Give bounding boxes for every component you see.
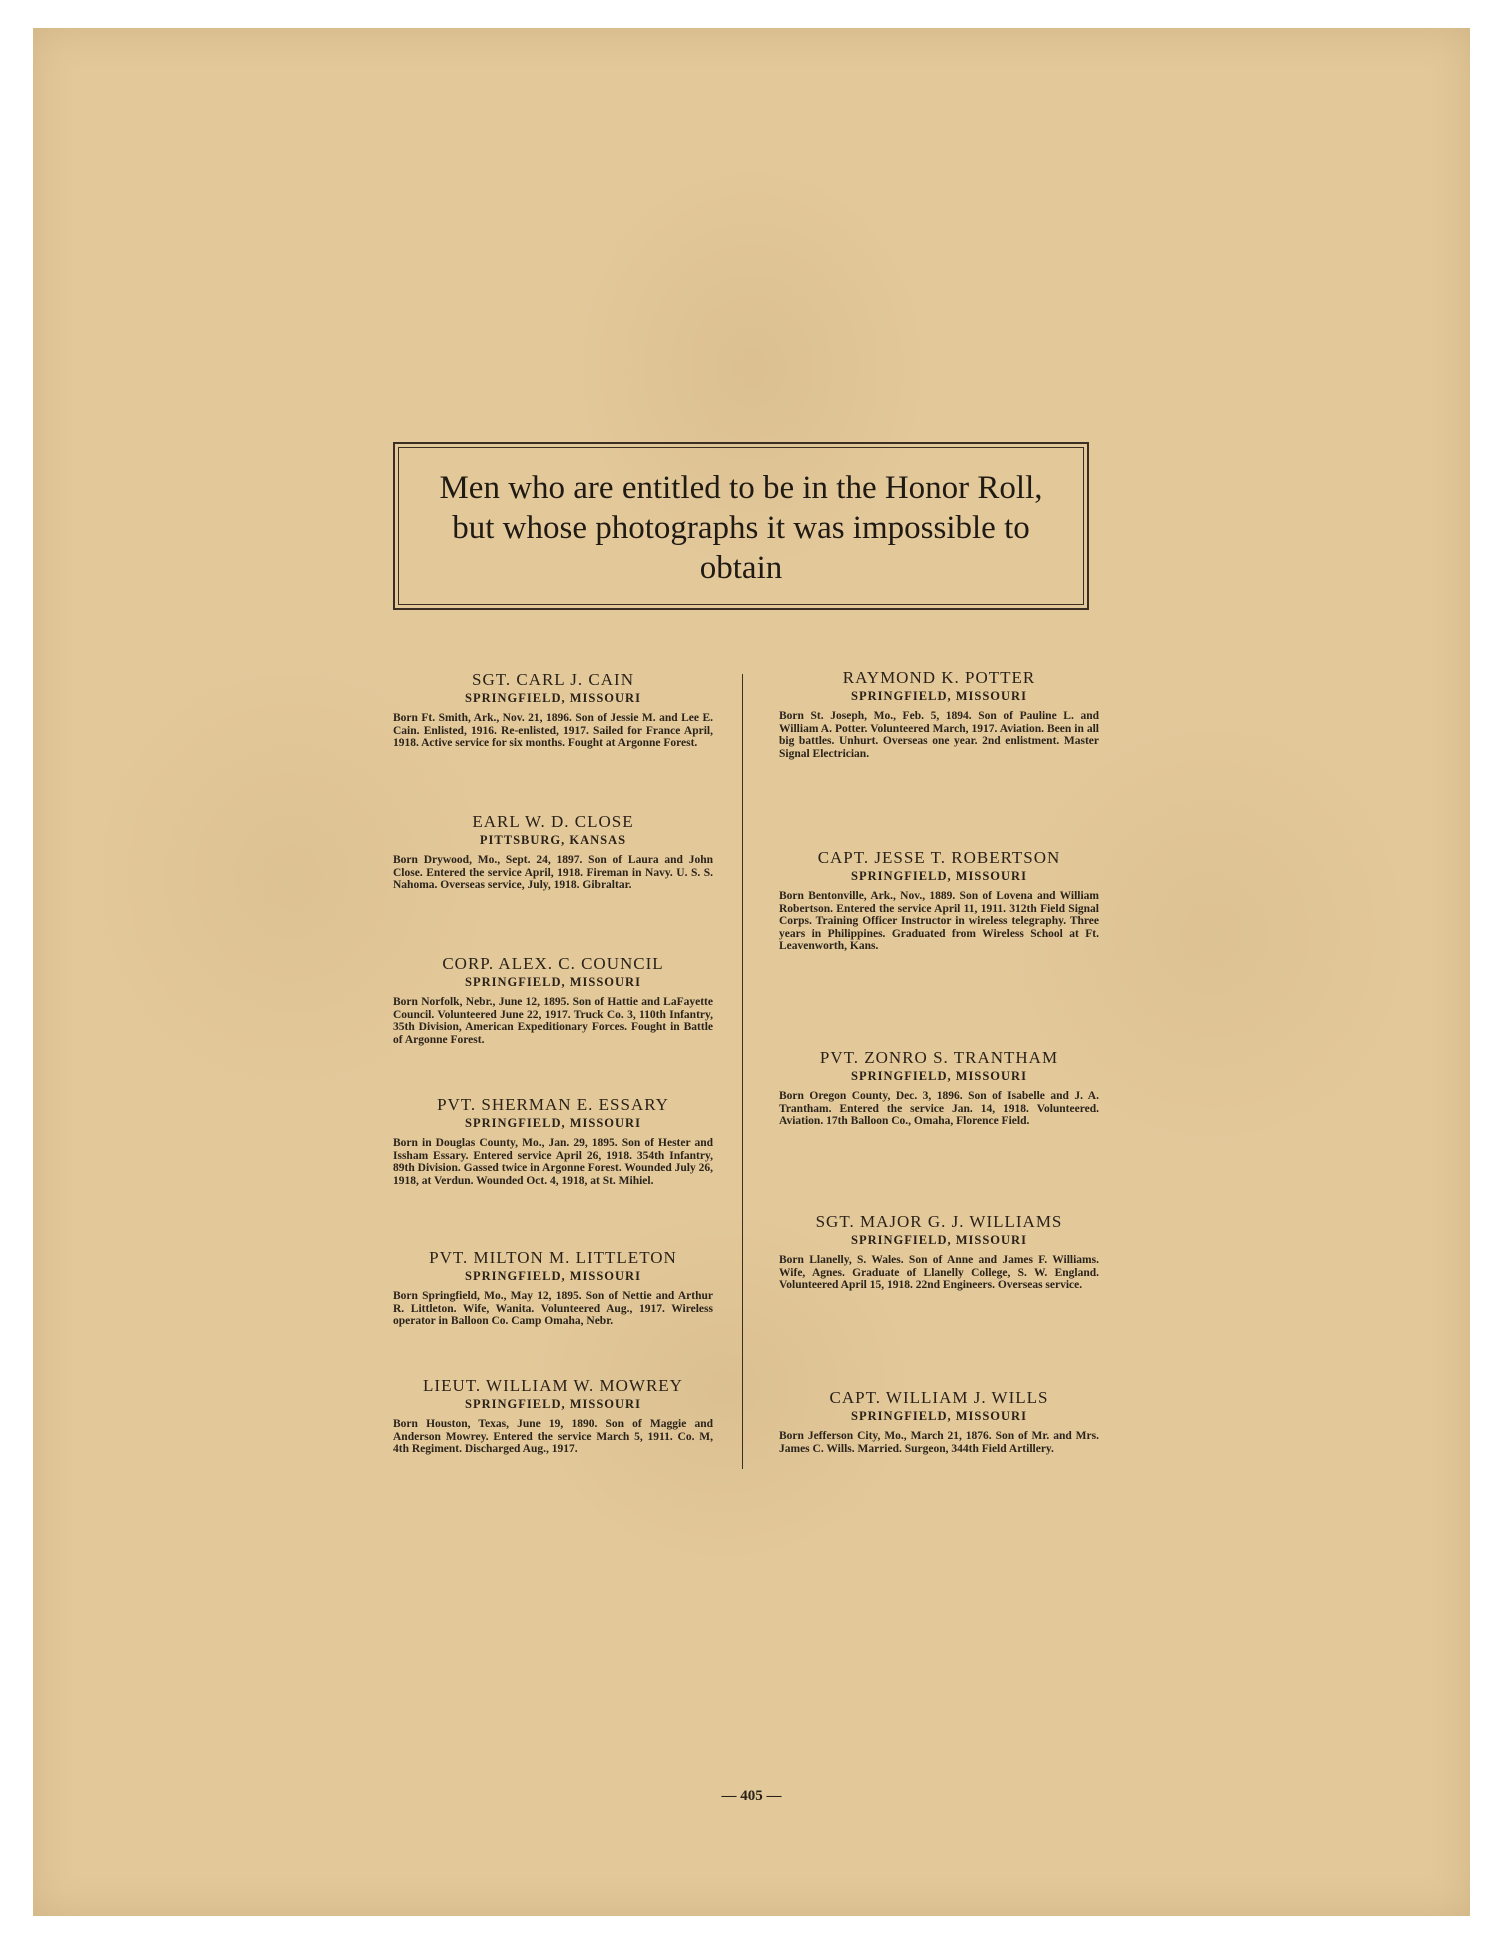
page-sheet [33,28,1470,1916]
entry-bio: Born in Douglas County, Mo., Jan. 29, 1895. Son of Hester and Issham Essary. Entered service April 26, 1918. 354th Infantry, 89th Division. Gassed twice in Argonne Forest. Wounded July 26, 1918, at Verdun. Wounded Oct. 4, 1918, at St. Mihiel. [393,1137,713,1187]
entry-name: SGT. MAJOR G. J. WILLIAMS [815,1212,1063,1231]
entry-city: SPRINGFIELD, MISSOURI [465,1116,641,1130]
entry-littleton [393,1248,713,1328]
entry-name: SGT. CARL J. CAIN [472,670,634,689]
entry-city: SPRINGFIELD, MISSOURI [465,1269,641,1283]
entry-city: SPRINGFIELD, MISSOURI [465,975,641,989]
entry-city: SPRINGFIELD, MISSOURI [851,869,1027,883]
entry-city: PITTSBURG, KANSAS [479,833,627,847]
entry-city: SPRINGFIELD, MISSOURI [851,1409,1027,1423]
entry-bio: Born Springfield, Mo., May 12, 1895. Son of Nettie and Arthur R. Littleton. Wife, Wanita. Volunteered Aug., 1917. Wireless operator in Balloon Co. Camp Omaha, Nebr. [393,1290,713,1327]
entry-close [393,812,713,892]
entry-williams [779,1212,1099,1292]
entry-bio: Born Llanelly, S. Wales. Son of Anne and James F. Williams. Wife, Agnes. Graduate of Llanelly College, S. W. England. Volunteered April 15, 1918. 22nd Engineers. Overseas service. [779,1254,1099,1291]
entry-city: SPRINGFIELD, MISSOURI [851,1069,1027,1083]
entry-name: CAPT. JESSE T. ROBERTSON [817,848,1061,867]
entry-city: SPRINGFIELD, MISSOURI [851,689,1027,703]
entry-name: PVT. SHERMAN E. ESSARY [437,1095,669,1114]
entry-bio: Born St. Joseph, Mo., Feb. 5, 1894. Son of Pauline L. and William A. Potter. Volunteered March, 1917. Aviation. Been in all big battles. Unhurt. Overseas one year. 2nd enlistment. Master Signal Electrician. [779,710,1099,760]
entry-city: SPRINGFIELD, MISSOURI [465,1397,641,1411]
entry-name: CAPT. WILLIAM J. WILLS [829,1388,1049,1407]
entry-city: SPRINGFIELD, MISSOURI [851,1233,1027,1247]
entry-bio: Born Bentonville, Ark., Nov., 1889. Son of Lovena and William Robertson. Entered the service April 11, 1911. 312th Field Signal Corps. Training Officer Instructor in wireless telegraphy. Three years in Philippines. Graduated from Wireless School at Ft. Leavenworth, Kans. [779,890,1099,952]
entry-council [393,954,713,1046]
entry-name: EARL W. D. CLOSE [472,812,634,831]
entry-bio: Born Drywood, Mo., Sept. 24, 1897. Son of Laura and John Close. Entered the service April, 1918. Fireman in Navy. U. S. S. Nahoma. Overseas service, July, 1918. Gibraltar. [393,854,713,891]
entry-essary [393,1095,713,1187]
entry-mowrey [393,1376,713,1456]
column-divider [742,674,743,1469]
entry-city: SPRINGFIELD, MISSOURI [465,691,641,705]
entry-wills [779,1388,1099,1455]
entry-robertson [779,848,1099,953]
entry-name: PVT. MILTON M. LITTLETON [429,1248,677,1267]
entry-bio: Born Norfolk, Nebr., June 12, 1895. Son of Hattie and LaFayette Council. Volunteered June 22, 1917. Truck Co. 3, 110th Infantry, 35th Division, American Expeditionary Forces. Fought in Battle of Argonne Forest. [393,996,713,1046]
entry-bio: Born Ft. Smith, Ark., Nov. 21, 1896. Son of Jessie M. and Lee E. Cain. Enlisted, 1916. Re-enlisted, 1917. Sailed for France April, 1918. Active service for six months. Fought at Argonne Forest. [393,712,713,749]
entry-bio: Born Oregon County, Dec. 3, 1896. Son of Isabelle and J. A. Trantham. Entered the service Jan. 14, 1918. Volunteered. Aviation. 17th Balloon Co., Omaha, Florence Field. [779,1090,1099,1127]
entry-name: RAYMOND K. POTTER [842,668,1036,687]
entry-name: CORP. ALEX. C. COUNCIL [442,954,664,973]
entry-bio: Born Jefferson City, Mo., March 21, 1876. Son of Mr. and Mrs. James C. Wills. Married. Surgeon, 344th Field Artillery. [779,1430,1099,1455]
page-title: Men who are entitled to be in the Honor Roll, but whose photographs it was impossible to obtain [439,470,1043,586]
entry-bio: Born Houston, Texas, June 19, 1890. Son of Maggie and Anderson Mowrey. Entered the service March 5, 1911. Co. M, 4th Regiment. Discharged Aug., 1917. [393,1418,713,1455]
entry-cain [393,670,713,750]
header-box [393,442,1089,610]
page-number: — 405 — [721,1788,782,1804]
entry-name: PVT. ZONRO S. TRANTHAM [819,1048,1059,1067]
entry-trantham [779,1048,1099,1128]
entry-potter [779,668,1099,760]
entry-name: LIEUT. WILLIAM W. MOWREY [423,1376,683,1395]
